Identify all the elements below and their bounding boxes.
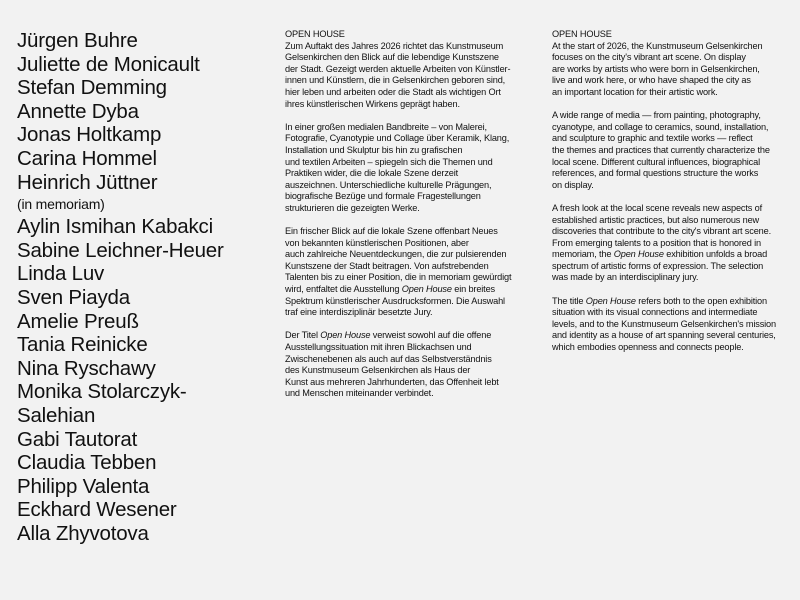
text-line: and identity as a house of art spanning several centuries, bbox=[552, 330, 776, 341]
text-line: Talenten bis zu einer Position, die in memoriam gewürdigt bbox=[285, 272, 512, 283]
german-paragraph-1 bbox=[285, 41, 537, 111]
text-line: are works by artists who were born in Gelsenkirchen, bbox=[552, 63, 760, 74]
artist-name: Monika Stolarczyk- bbox=[17, 380, 187, 404]
english-text-column bbox=[552, 29, 792, 365]
text-line: von bekannten künstlerischen Positionen, aber bbox=[285, 237, 469, 248]
artist-name: Philipp Valenta bbox=[17, 474, 150, 498]
text-line: established artistic practices, but also numerous new bbox=[552, 214, 760, 225]
exhibition-title: Open House bbox=[401, 284, 452, 295]
artist-name: Stefan Demming bbox=[17, 76, 167, 100]
artist-name: Alla Zhyvotova bbox=[17, 521, 149, 545]
artist-name: Tania Reinicke bbox=[17, 333, 148, 357]
text-line: levels, and to the Kunstmuseum Gelsenkirchen's mission bbox=[552, 318, 776, 329]
text-line: live and work here, or who have shaped the city as bbox=[552, 75, 751, 86]
text-line: hier leben und arbeiten oder die Stadt als wichtigen Ort bbox=[285, 86, 501, 97]
text-line: Kunst aus mehreren Jahrhunderten, das Offenheit lebt bbox=[285, 376, 499, 387]
artist-name: Jürgen Buhre bbox=[17, 29, 138, 52]
text-line: Kunstszene der Stadt beitragen. Von aufstrebenden bbox=[285, 260, 489, 271]
text-line: on display. bbox=[552, 179, 594, 190]
text-segment: Der Titel bbox=[285, 330, 321, 341]
text-line: Installation und Skulptur bis hin zu grafischen bbox=[285, 144, 463, 155]
artist-name: Aylin Ismihan Kabakci bbox=[17, 215, 213, 239]
exhibition-title: Open House bbox=[320, 330, 371, 341]
english-paragraph-3 bbox=[552, 203, 792, 284]
text-line: des Kunstmuseum Gelsenkirchen als Haus der bbox=[285, 365, 471, 376]
artist-name: Sabine Leichner-Heuer bbox=[17, 238, 224, 262]
text-line: biografische Bezüge und formale Fragestellungen bbox=[285, 191, 481, 202]
text-line: Ein frischer Blick auf die lokale Szene offenbart Neues bbox=[285, 226, 498, 237]
text-line: Zum Auftakt des Jahres 2026 richtet das Kunstmuseum bbox=[285, 40, 504, 51]
german-paragraph-3 bbox=[285, 226, 537, 319]
text-line: discoveries that contribute to the city's vibrant art scene. bbox=[552, 226, 771, 237]
in-memoriam-note: (in memoriam) bbox=[17, 196, 105, 213]
text-line: which embodies openness and connects people. bbox=[552, 342, 744, 353]
text-line: references, and formal questions structure the works bbox=[552, 168, 759, 179]
text-line: the themes and practices that currently characterize the bbox=[552, 144, 770, 155]
text-line: Praktiken wider, die die lokale Szene derzeit bbox=[285, 168, 459, 179]
artist-name: Carina Hommel bbox=[17, 146, 157, 170]
text-segment: refers both to the open exhibition bbox=[635, 295, 767, 306]
artist-name: Eckhard Wesener bbox=[17, 498, 177, 522]
english-paragraph-2 bbox=[552, 110, 792, 191]
exhibition-title: Open House bbox=[585, 295, 636, 306]
text-segment: exhibition unfolds a broad bbox=[663, 249, 768, 260]
text-line: cyanotype, and collage to ceramics, sound, installation, bbox=[552, 121, 769, 132]
english-paragraph-1 bbox=[552, 41, 792, 99]
text-line: auch zahlreiche Neuentdeckungen, die zur pulsierenden bbox=[285, 249, 507, 260]
text-segment: wird, entfaltet die Ausstellung bbox=[285, 284, 402, 295]
text-line: und Menschen miteinander verbindet. bbox=[285, 388, 434, 399]
text-line: Spektrum künstlerischer Ausdrucksformen. Die Auswahl bbox=[285, 295, 505, 306]
text-line: Ausstellungssituation mit ihren Blickachsen und bbox=[285, 342, 472, 353]
text-line: Zwischenebenen als auch auf das Selbstverständnis bbox=[285, 353, 492, 364]
text-line: und textilen Arbeiten – spiegeln sich die Themen und bbox=[285, 156, 493, 167]
text-line: local scene. Different cultural influences, biographical bbox=[552, 156, 760, 167]
text-line: an important location for their artistic work. bbox=[552, 86, 718, 97]
text-line: At the start of 2026, the Kunstmuseum Gelsenkirchen bbox=[552, 40, 763, 51]
german-paragraph-2 bbox=[285, 122, 537, 215]
exhibition-title: Open House bbox=[613, 249, 664, 260]
text-segment: The title bbox=[552, 295, 586, 306]
artist-name: Claudia Tebben bbox=[17, 451, 157, 475]
text-line: spectrum of artistic forms of expression. The selection bbox=[552, 260, 764, 271]
text-line: From emerging talents to a position that is honored in bbox=[552, 237, 761, 248]
text-line: was made by an interdisciplinary jury. bbox=[552, 272, 699, 283]
text-segment: memoriam, the bbox=[552, 249, 614, 260]
text-line: Fotografie, Cyanotypie und Collage über Keramik, Klang, bbox=[285, 133, 510, 144]
artist-name: Heinrich Jüttner bbox=[17, 170, 158, 194]
text-line: A fresh look at the local scene reveals new aspects of bbox=[552, 202, 762, 213]
text-line: strukturieren die gezeigten Werke. bbox=[285, 202, 420, 213]
artist-name: Juliette de Monicault bbox=[17, 52, 200, 76]
text-line: der Stadt. Gezeigt werden aktuelle Arbeiten von Künstler- bbox=[285, 63, 511, 74]
text-line: auszeichnen. Unterschiedliche kulturelle Prägungen, bbox=[285, 179, 492, 190]
artist-name: Nina Ryschawy bbox=[17, 356, 156, 380]
german-paragraph-4 bbox=[285, 330, 537, 400]
artist-name: Amelie Preuß bbox=[17, 309, 139, 333]
german-text-column bbox=[285, 29, 537, 412]
text-line: Gelsenkirchen den Blick auf die lebendige Kunstszene bbox=[285, 52, 499, 63]
artist-name: Annette Dyba bbox=[17, 99, 139, 123]
text-line: A wide range of media — from painting, photography, bbox=[552, 110, 761, 121]
text-line: innen und Künstlern, die in Gelsenkirchen geboren sind, bbox=[285, 75, 506, 86]
english-heading: OPEN HOUSE bbox=[552, 29, 612, 39]
artist-name: Salehian bbox=[17, 403, 96, 427]
text-line bbox=[552, 249, 792, 261]
german-heading: OPEN HOUSE bbox=[285, 29, 345, 39]
artist-name: Gabi Tautorat bbox=[17, 427, 138, 451]
english-paragraph-4 bbox=[552, 296, 792, 354]
text-line bbox=[285, 284, 537, 296]
text-segment: ein breites bbox=[451, 284, 495, 295]
artist-list bbox=[17, 29, 267, 545]
text-line: ihres künstlerischen Wirkens geprägt haben. bbox=[285, 98, 460, 109]
text-line: situation with its visual connections and intermediate bbox=[552, 307, 758, 318]
text-line: focuses on the city's vibrant art scene. On display bbox=[552, 52, 746, 63]
text-line: and sculpture to graphic and textile works — reflect bbox=[552, 133, 753, 144]
text-line bbox=[285, 330, 537, 342]
artist-name: Sven Piayda bbox=[17, 285, 130, 309]
artist-name: Jonas Holtkamp bbox=[17, 123, 162, 147]
text-line: traf eine interdisziplinär besetzte Jury. bbox=[285, 307, 433, 318]
text-segment: verweist sowohl auf die offene bbox=[370, 330, 492, 341]
text-line bbox=[552, 296, 792, 308]
artist-name: Linda Luv bbox=[17, 262, 105, 286]
text-line: In einer großen medialen Bandbreite – von Malerei, bbox=[285, 121, 487, 132]
